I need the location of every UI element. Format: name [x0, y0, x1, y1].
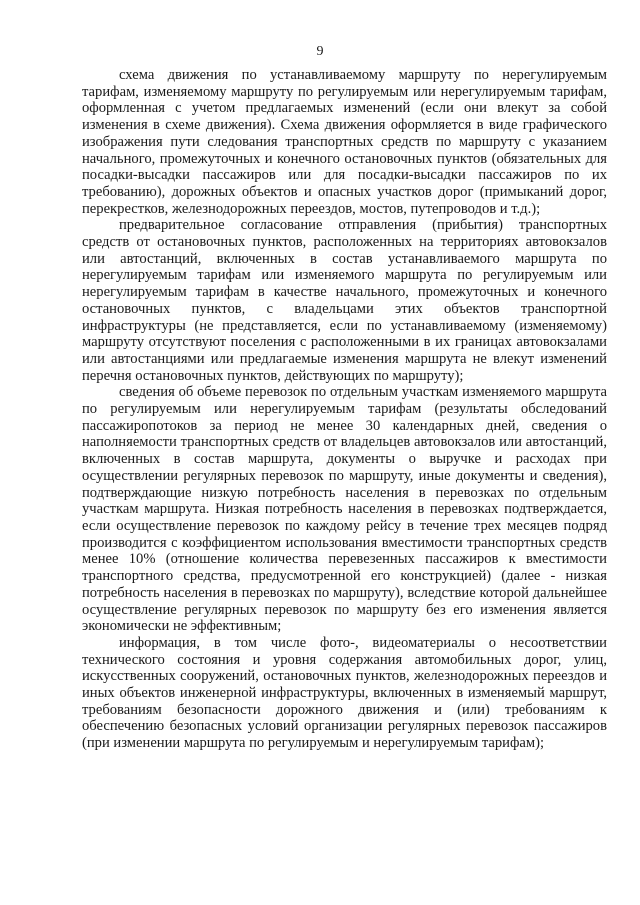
paragraph-road-condition-info: информация, в том числе фото-, видеоматериалы о несоответствии технического состояния и уровня содержания автомобильных дорог, улиц, искусственных сооружений, остановочных пунктов, железнодорожных переездов и иных объектов инженерной инфраструктуры, включенных в изменяемый маршрут, требованиям безопасности дорожного движения и (или) требованиям к обеспечению безопасных условий организации регулярных перевозок пассажиров (при изменении маршрута по регулируемым и нерегулируемым тарифам);	[82, 634, 607, 752]
page-number: 9	[316, 44, 324, 59]
paragraph-route-scheme: схема движения по устанавливаемому маршруту по нерегулируемым тарифам, изменяемому маршруту по регулируемым или нерегулируемым тарифам, оформленная с учетом предлагаемых изменений (если они влекут за собой изменения в схеме движения). Схема движения оформляется в виде графического изображения пути следования транспортных средств по маршруту с указанием начального, промежуточных и конечного остановочных пунктов (обязательных для посадки-высадки пассажиров или для посадки-высадки пассажиров по их требованию), дорожных объектов и опасных участков дорог (примыканий дорог, перекрестков, железнодорожных переездов, мостов, путепроводов и т.д.);	[82, 67, 607, 217]
paragraph-transport-volume: сведения об объеме перевозок по отдельным участкам изменяемого маршрута по регулируемым или нерегулируемым тарифам (результаты обследований пассажиропотоков за период не менее 30 календарных дней, сведения о наполняемости транспортных средств от владельцев автовокзалов или автостанций, включенных в состав маршрута, документы о выручке и расходах при осуществлении регулярных перевозок по маршруту, иные документы и сведения), подтверждающие низкую потребность населения в перевозках по отдельным участкам маршрута. Низкая потребность населения в перевозках подтверждается, если осуществление перевозок по каждому рейсу в течение трех месяцев подряд производится с коэффициентом использования вместимости транспортных средств менее 10% (отношение количества перевезенных пассажиров к вместимости транспортного средства, предусмотренной его конструкцией) (далее - низкая потребность населения в перевозках по маршруту), вследствие которой дальнейшее осуществление регулярных перевозок по маршруту без его изменения является экономически не эффективным;	[82, 384, 607, 635]
document-body	[82, 67, 607, 752]
paragraph-preliminary-approval: предварительное согласование отправления (прибытия) транспортных средств от остановочных пунктов, расположенных на территориях автовокзалов или автостанций, включенных в состав устанавливаемого маршрута по нерегулируемым тарифам или изменяемого маршрута по регулируемым или нерегулируемым тарифам в качестве начального, промежуточных и конечного остановочных пунктов, с владельцами этих объектов транспортной инфраструктуры (не представляется, если по устанавливаемому (изменяемому) маршруту отсутствуют поселения с расположенными в их границах автовокзалами или автостанциями или предлагаемые изменения маршрута не влекут изменений перечня остановочных пунктов, действующих по маршруту);	[82, 217, 607, 384]
